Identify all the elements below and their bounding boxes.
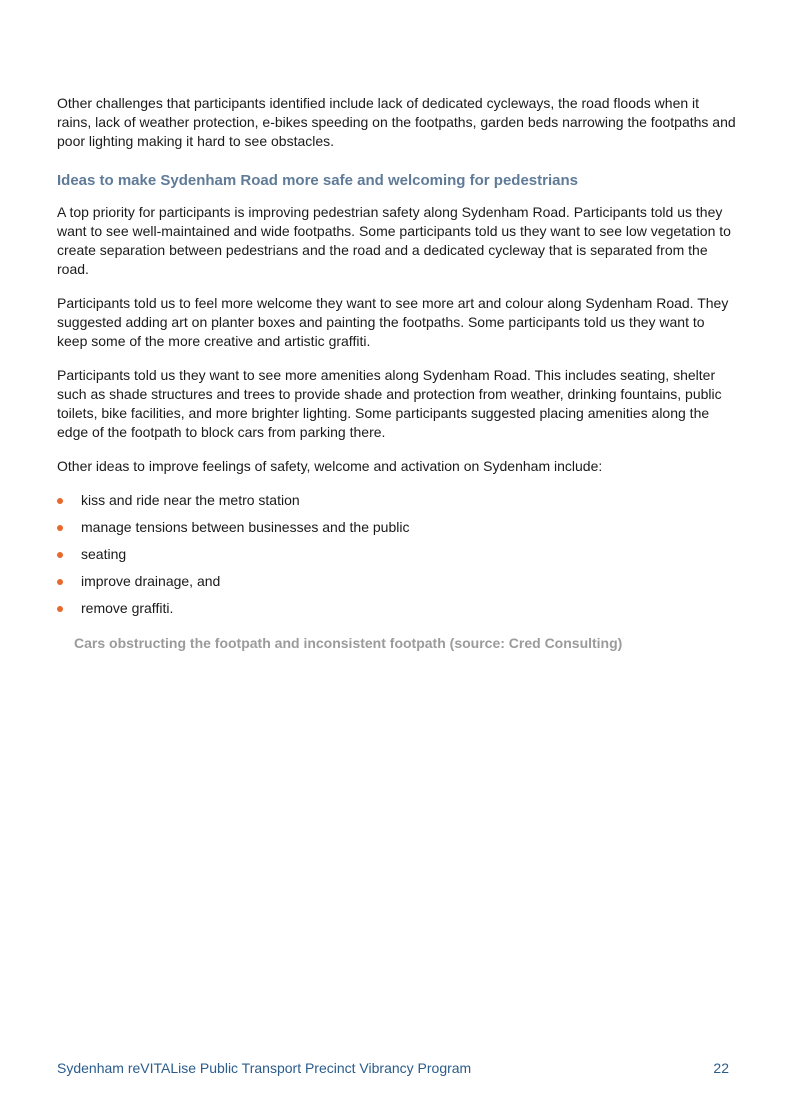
paragraph-pedestrian-safety: A top priority for participants is improving pedestrian safety along Sydenham Road. Participants told us they want to see well-maintained and wide footpaths. Some participants told us they want to see low vegetation to create separation between pedestrians and the road and a dedicated cycleway that is separated from the road. (57, 204, 731, 277)
bullet-icon (57, 606, 63, 612)
bullet-icon (57, 498, 63, 504)
intro-paragraph: Other challenges that participants identified include lack of dedicated cycleways, the road floods when it rains, lack of weather protection, e-bikes speeding on the footpaths, garden beds narrowing the footpaths and poor lighting making it hard to see obstacles. (57, 95, 736, 149)
paragraph-amenities: Participants told us they want to see more amenities along Sydenham Road. This includes seating, shelter such as shade structures and trees to provide shade and protection from weather, drinking fountains, public toilets, bike facilities, and more brighter lighting. Some participants suggested placing amenities along the edge of the footpath to block cars from parking there. (57, 367, 722, 440)
list-item (57, 545, 737, 564)
list-item (57, 572, 737, 591)
ideas-list (57, 491, 737, 618)
figure-caption: Cars obstructing the footpath and inconsistent footpath (source: Cred Consulting) (74, 635, 623, 651)
bullet-icon (57, 579, 63, 585)
bullet-icon (57, 525, 63, 531)
footer-title: Sydenham reVITALise Public Transport Precinct Vibrancy Program (57, 1060, 472, 1076)
list-item (57, 491, 737, 510)
page-footer (57, 1059, 729, 1078)
document-body (57, 94, 737, 653)
list-item-text: kiss and ride near the metro station (81, 492, 300, 508)
list-item-text: improve drainage, and (81, 573, 221, 589)
paragraph-art-colour: Participants told us to feel more welcome they want to see more art and colour along Sydenham Road. They suggested adding art on planter boxes and painting the footpaths. Some participants told us they want to keep some of the more creative and artistic graffiti. (57, 295, 729, 349)
list-item-text: remove graffiti. (81, 600, 174, 616)
list-item-text: manage tensions between businesses and the public (81, 519, 410, 535)
paragraph-other-ideas: Other ideas to improve feelings of safety, welcome and activation on Sydenham include: (57, 458, 603, 474)
list-item (57, 599, 737, 618)
list-item (57, 518, 737, 537)
section-heading: Ideas to make Sydenham Road more safe and welcoming for pedestrians (57, 172, 578, 189)
page-number: 22 (713, 1060, 729, 1076)
bullet-icon (57, 552, 63, 558)
list-item-text: seating (81, 546, 127, 562)
